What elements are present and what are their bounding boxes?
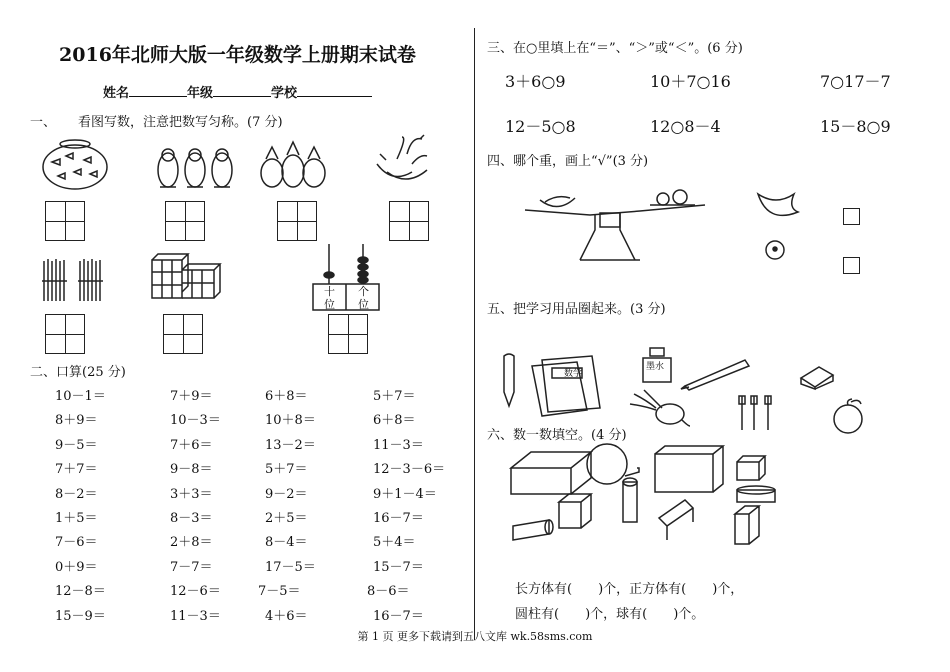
calc-item[interactable]: 7－7＝ [170, 560, 213, 575]
peppers-picture [372, 134, 432, 189]
calc-item[interactable]: 5＋7＝ [265, 462, 308, 477]
calc-item[interactable]: 10－3＝ [170, 413, 221, 428]
eraser-picture [798, 364, 836, 390]
abacus-ones-label: 个 [358, 285, 369, 298]
pencil-picture [680, 356, 752, 390]
apple-picture [829, 398, 869, 434]
abacus-tens-label: 十 [324, 285, 335, 298]
section-6-title: 六、数一数填空。(4 分) [487, 428, 627, 443]
column-divider [474, 28, 475, 640]
compare-item[interactable]: 15－8○9 [820, 117, 891, 136]
calc-item[interactable]: 5＋4＝ [373, 535, 416, 550]
calc-item[interactable]: 1＋5＝ [55, 511, 98, 526]
calc-item[interactable]: 17－5＝ [265, 560, 316, 575]
school-blank[interactable] [297, 85, 372, 97]
section-5-title: 五、把学习用品圈起来。(3 分) [487, 302, 666, 317]
calc-item[interactable]: 2＋5＝ [265, 511, 308, 526]
calc-item[interactable]: 11－3＝ [373, 438, 424, 453]
checkbox-orange[interactable] [843, 257, 860, 274]
answer-box-cubes[interactable] [163, 314, 203, 354]
calc-item[interactable]: 11－3＝ [170, 609, 221, 624]
section-2-title: 二、口算(25 分) [30, 365, 126, 380]
calc-item[interactable]: 10＋8＝ [265, 413, 316, 428]
calc-item[interactable]: 9－8＝ [170, 462, 213, 477]
toothbrushes-picture [736, 392, 781, 430]
section-1-number: 一、 [30, 115, 57, 130]
grade-blank[interactable] [213, 85, 271, 97]
answer-box-pineapples[interactable] [277, 201, 317, 241]
abacus-picture [311, 240, 383, 310]
calc-item[interactable]: 8－2＝ [55, 487, 98, 502]
calc-item[interactable]: 7＋9＝ [170, 389, 213, 404]
calc-item[interactable]: 12－6＝ [170, 584, 221, 599]
calc-item[interactable]: 3＋3＝ [170, 487, 213, 502]
calc-item[interactable]: 6＋8＝ [265, 389, 308, 404]
school-label: 学校 [271, 86, 298, 101]
stick-bundles-picture [40, 257, 110, 303]
calc-item[interactable]: 5＋7＝ [373, 389, 416, 404]
calc-item[interactable]: 7＋7＝ [55, 462, 98, 477]
answer-box-abacus[interactable] [328, 314, 368, 354]
calc-item[interactable]: 12－8＝ [55, 584, 106, 599]
compare-item[interactable]: 3＋6○9 [505, 72, 566, 91]
cubes-picture [150, 250, 216, 300]
calc-item[interactable]: 16－7＝ [373, 511, 424, 526]
book-label: 数学 [564, 369, 583, 379]
name-label: 姓名 [102, 86, 129, 101]
calc-item[interactable]: 15－9＝ [55, 609, 106, 624]
compare-item[interactable]: 12－5○8 [505, 117, 576, 136]
count-line-1[interactable]: 长方体有( )个，正方体有( )个， [515, 582, 744, 597]
calc-item[interactable]: 15－7＝ [373, 560, 424, 575]
student-info [0, 82, 475, 101]
calc-item[interactable]: 8－6＝ [367, 584, 410, 599]
answer-box-penguins[interactable] [165, 201, 205, 241]
balance-scale-picture [520, 185, 710, 260]
answer-box-sticks[interactable] [45, 314, 85, 354]
page-title: 2016年北师大版一年级数学上册期末试卷 [59, 44, 416, 66]
section-1-title: 看图写数，注意把数写匀称。(7 分) [78, 115, 283, 130]
section-4-title: 四、哪个重，画上“√”(3 分) [487, 154, 649, 169]
calc-item[interactable]: 8－3＝ [170, 511, 213, 526]
calc-item[interactable]: 9－2＝ [265, 487, 308, 502]
radish-picture [628, 388, 693, 428]
answer-box-peppers[interactable] [389, 201, 429, 241]
compare-item[interactable]: 10＋7○16 [650, 72, 731, 91]
calc-item[interactable]: 6＋8＝ [373, 413, 416, 428]
solid-shapes-picture [505, 440, 795, 555]
ink-label: 墨水 [646, 362, 665, 372]
checkbox-banana[interactable] [843, 208, 860, 225]
calc-item[interactable]: 7－6＝ [55, 535, 98, 550]
section-3-title: 三、在○里填上在“＝”、“＞”或“＜”。(6 分) [487, 41, 743, 56]
calc-item[interactable]: 0＋9＝ [55, 560, 98, 575]
fish-bowl-picture [40, 136, 110, 191]
calc-item[interactable]: 2＋8＝ [170, 535, 213, 550]
name-blank[interactable] [129, 85, 187, 97]
calc-item[interactable]: 8－4＝ [265, 535, 308, 550]
orange-picture [765, 239, 787, 261]
calc-item[interactable]: 9－5＝ [55, 438, 98, 453]
answer-box-fish[interactable] [45, 201, 85, 241]
pineapples-picture [258, 140, 328, 190]
calc-item[interactable]: 13－2＝ [265, 438, 316, 453]
calc-item[interactable]: 4＋6＝ [265, 609, 308, 624]
calc-item[interactable]: 7＋6＝ [170, 438, 213, 453]
pen-picture [500, 352, 520, 408]
calc-item[interactable]: 8＋9＝ [55, 413, 98, 428]
calc-item[interactable]: 7－5＝ [258, 584, 301, 599]
calc-item[interactable]: 10－1＝ [55, 389, 106, 404]
count-line-2[interactable]: 圆柱有( )个，球有( )个。 [515, 607, 705, 622]
page-footer: 第 1 页 更多下载请到五八文库 wk.58sms.com [357, 630, 593, 643]
compare-item[interactable]: 7○17－7 [820, 72, 891, 91]
compare-item[interactable]: 12○8－4 [650, 117, 721, 136]
calc-item[interactable]: 16－7＝ [373, 609, 424, 624]
abacus-tens-label-2: 位 [324, 298, 335, 311]
calc-item[interactable]: 9＋1－4＝ [373, 487, 437, 502]
banana-picture [756, 190, 804, 225]
calc-item[interactable]: 12－3－6＝ [373, 462, 446, 477]
books-picture [530, 352, 615, 414]
penguins-picture [155, 146, 237, 191]
grade-label: 年级 [186, 86, 213, 101]
abacus-ones-label-2: 位 [358, 298, 369, 311]
